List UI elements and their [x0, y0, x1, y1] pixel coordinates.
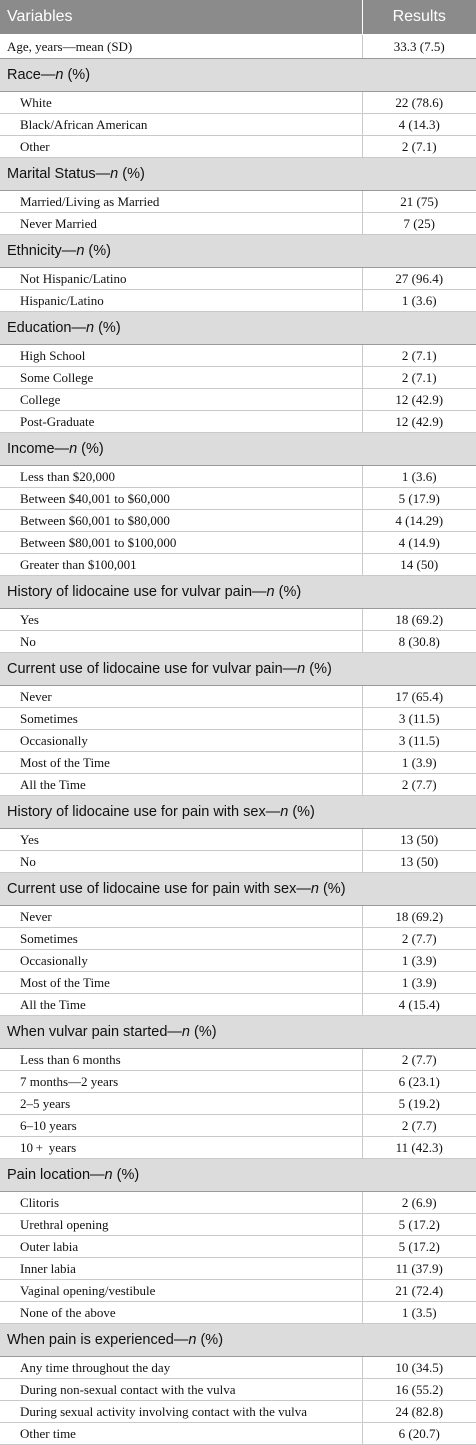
row-value: 4 (15.4) — [362, 994, 476, 1016]
row-value: 14 (50) — [362, 554, 476, 576]
row-value: 13 (50) — [362, 851, 476, 873]
section-title-n: n — [188, 1332, 197, 1348]
section-header-row — [0, 433, 476, 466]
header-row — [0, 0, 476, 35]
row-label: No — [0, 631, 362, 653]
row-value: 18 (69.2) — [362, 609, 476, 631]
section-title — [0, 433, 476, 466]
row-label: High School — [0, 345, 362, 367]
table-row — [0, 708, 476, 730]
section-title-suffix: (%) — [274, 584, 302, 600]
section-title-suffix: (%) — [112, 1167, 140, 1183]
table-row — [0, 92, 476, 114]
section-title-n: n — [181, 1024, 190, 1040]
table-row — [0, 191, 476, 213]
row-label: All the Time — [0, 994, 362, 1016]
row-value: 1 (3.9) — [362, 972, 476, 994]
table-row — [0, 686, 476, 708]
section-title-n: n — [280, 804, 289, 820]
row-value: 11 (37.9) — [362, 1258, 476, 1280]
row-label: Never — [0, 686, 362, 708]
table-row — [0, 532, 476, 554]
table-row — [0, 631, 476, 653]
section-title-n: n — [69, 441, 78, 457]
table-row — [0, 1258, 476, 1280]
row-value: 4 (14.29) — [362, 510, 476, 532]
row-value: 3 (11.5) — [362, 730, 476, 752]
table-row — [0, 1401, 476, 1423]
table-row — [0, 345, 476, 367]
section-header-row — [0, 158, 476, 191]
row-label: Any time throughout the day — [0, 1357, 362, 1379]
section-title-n: n — [297, 661, 306, 677]
section-title-suffix: (%) — [94, 320, 121, 336]
row-value: 2 (6.9) — [362, 1192, 476, 1214]
row-value: 7 (25) — [362, 213, 476, 235]
table-row — [0, 290, 476, 312]
row-value: 11 (42.3) — [362, 1137, 476, 1159]
section-title-suffix: (%) — [84, 243, 111, 259]
row-value: 3 (11.5) — [362, 708, 476, 730]
section-title-text: Current use of lidocaine use for pain with sex— — [7, 881, 311, 897]
table-row — [0, 1192, 476, 1214]
row-value: 1 (3.5) — [362, 1302, 476, 1324]
row-value: 2 (7.1) — [362, 345, 476, 367]
row-label: Yes — [0, 609, 362, 631]
section-header-row — [0, 312, 476, 345]
section-title-suffix: (%) — [63, 67, 91, 83]
table-row — [0, 1115, 476, 1137]
row-label: Between $80,001 to $100,000 — [0, 532, 362, 554]
row-label: All the Time — [0, 774, 362, 796]
age-label: Age, years—mean (SD) — [0, 35, 362, 59]
section-title-text: Current use of lidocaine use for vulvar pain— — [7, 661, 298, 677]
row-value: 5 (17.2) — [362, 1214, 476, 1236]
table-row — [0, 1137, 476, 1159]
section-title-text: Pain location— — [7, 1167, 105, 1183]
section-title-text: Income— — [7, 441, 70, 457]
row-label: Other time — [0, 1423, 362, 1445]
table-row — [0, 1049, 476, 1071]
row-label: Most of the Time — [0, 752, 362, 774]
header-variables: Variables — [0, 0, 362, 35]
table-row — [0, 466, 476, 488]
section-title — [0, 158, 476, 191]
row-value: 1 (3.9) — [362, 752, 476, 774]
row-label: 7 months—2 years — [0, 1071, 362, 1093]
section-title-text: History of lidocaine use for pain with sex— — [7, 804, 281, 820]
row-value: 5 (17.9) — [362, 488, 476, 510]
header-results: Results — [362, 0, 476, 35]
table-row — [0, 367, 476, 389]
row-label: Black/African American — [0, 114, 362, 136]
table-row — [0, 1071, 476, 1093]
table-row — [0, 1379, 476, 1401]
table-row — [0, 268, 476, 290]
table-row — [0, 1093, 476, 1115]
table-row — [0, 488, 476, 510]
row-label: Yes — [0, 829, 362, 851]
section-header-row — [0, 576, 476, 609]
table-row — [0, 1423, 476, 1445]
row-label: Clitoris — [0, 1192, 362, 1214]
table-row — [0, 994, 476, 1016]
table-row — [0, 906, 476, 928]
row-label: College — [0, 389, 362, 411]
section-title-suffix: (%) — [189, 1024, 217, 1040]
row-value: 16 (55.2) — [362, 1379, 476, 1401]
row-label: Less than 6 months — [0, 1049, 362, 1071]
row-label: White — [0, 92, 362, 114]
row-value: 4 (14.9) — [362, 532, 476, 554]
table-row — [0, 851, 476, 873]
row-label: 6–10 years — [0, 1115, 362, 1137]
section-header-row — [0, 1016, 476, 1049]
table-row — [0, 1214, 476, 1236]
row-value: 2 (7.7) — [362, 774, 476, 796]
table-row — [0, 1302, 476, 1324]
table-row — [0, 136, 476, 158]
section-title-n: n — [104, 1167, 113, 1183]
table-row — [0, 752, 476, 774]
section-title — [0, 59, 476, 92]
table-row — [0, 411, 476, 433]
section-title-text: Race— — [7, 67, 56, 83]
section-title-n: n — [310, 881, 319, 897]
row-label: Post-Graduate — [0, 411, 362, 433]
row-label: Greater than $100,001 — [0, 554, 362, 576]
section-title — [0, 312, 476, 345]
row-label: Occasionally — [0, 950, 362, 972]
section-header-row — [0, 796, 476, 829]
section-title — [0, 796, 476, 829]
row-value: 1 (3.6) — [362, 466, 476, 488]
table-row — [0, 950, 476, 972]
row-label: 10 + years — [0, 1137, 362, 1159]
row-value: 10 (34.5) — [362, 1357, 476, 1379]
section-header-row — [0, 653, 476, 686]
row-label: Never — [0, 906, 362, 928]
section-header-row — [0, 59, 476, 92]
row-value: 1 (3.6) — [362, 290, 476, 312]
section-title-text: Marital Status— — [7, 166, 111, 182]
row-value: 12 (42.9) — [362, 389, 476, 411]
section-title-suffix: (%) — [288, 804, 315, 820]
row-value: 22 (78.6) — [362, 92, 476, 114]
row-label: Sometimes — [0, 708, 362, 730]
row-label: Hispanic/Latino — [0, 290, 362, 312]
table-row — [0, 1357, 476, 1379]
row-label: Sometimes — [0, 928, 362, 950]
row-value: 5 (17.2) — [362, 1236, 476, 1258]
section-title — [0, 653, 476, 686]
row-value: 4 (14.3) — [362, 114, 476, 136]
table-row — [0, 389, 476, 411]
section-title — [0, 1324, 476, 1357]
row-value: 2 (7.1) — [362, 367, 476, 389]
row-value: 21 (72.4) — [362, 1280, 476, 1302]
row-label: Less than $20,000 — [0, 466, 362, 488]
section-title-suffix: (%) — [77, 441, 104, 457]
age-value: 33.3 (7.5) — [362, 35, 476, 59]
section-title — [0, 235, 476, 268]
row-label: Some College — [0, 367, 362, 389]
row-label: 2–5 years — [0, 1093, 362, 1115]
table-row — [0, 1236, 476, 1258]
row-value: 18 (69.2) — [362, 906, 476, 928]
row-value: 6 (20.7) — [362, 1423, 476, 1445]
row-value: 2 (7.1) — [362, 136, 476, 158]
row-label: Urethral opening — [0, 1214, 362, 1236]
section-title-suffix: (%) — [196, 1332, 224, 1348]
table-row — [0, 972, 476, 994]
row-value: 12 (42.9) — [362, 411, 476, 433]
row-value: 5 (19.2) — [362, 1093, 476, 1115]
section-title-n: n — [86, 320, 95, 336]
row-value: 24 (82.8) — [362, 1401, 476, 1423]
row-value: 6 (23.1) — [362, 1071, 476, 1093]
row-label: Married/Living as Married — [0, 191, 362, 213]
section-title-text: When vulvar pain started— — [7, 1024, 182, 1040]
row-value: 1 (3.9) — [362, 950, 476, 972]
table-row — [0, 114, 476, 136]
section-title-n: n — [76, 243, 85, 259]
table-row — [0, 554, 476, 576]
row-value: 27 (96.4) — [362, 268, 476, 290]
section-title-suffix: (%) — [318, 881, 346, 897]
section-title — [0, 1159, 476, 1192]
row-label: Other — [0, 136, 362, 158]
section-header-row — [0, 1324, 476, 1357]
row-value: 2 (7.7) — [362, 928, 476, 950]
row-label: Not Hispanic/Latino — [0, 268, 362, 290]
section-header-row — [0, 235, 476, 268]
row-label: During non-sexual contact with the vulva — [0, 1379, 362, 1401]
section-title-n: n — [266, 584, 275, 600]
section-title-suffix: (%) — [305, 661, 332, 677]
table-row — [0, 213, 476, 235]
row-label: Never Married — [0, 213, 362, 235]
table-row — [0, 730, 476, 752]
section-header-row — [0, 873, 476, 906]
row-value: 13 (50) — [362, 829, 476, 851]
table-row — [0, 1280, 476, 1302]
row-label: Between $60,001 to $80,000 — [0, 510, 362, 532]
table-row — [0, 609, 476, 631]
section-title — [0, 873, 476, 906]
section-title — [0, 576, 476, 609]
section-title-text: History of lidocaine use for vulvar pain— — [7, 584, 267, 600]
row-label: Outer labia — [0, 1236, 362, 1258]
age-row — [0, 35, 476, 59]
section-title — [0, 1016, 476, 1049]
row-value: 2 (7.7) — [362, 1049, 476, 1071]
table-row — [0, 510, 476, 532]
table-row — [0, 774, 476, 796]
section-title-text: Education— — [7, 320, 86, 336]
row-label: Vaginal opening/vestibule — [0, 1280, 362, 1302]
row-value: 2 (7.7) — [362, 1115, 476, 1137]
row-label: Most of the Time — [0, 972, 362, 994]
table-row — [0, 829, 476, 851]
row-label: Occasionally — [0, 730, 362, 752]
row-value: 21 (75) — [362, 191, 476, 213]
row-label: During sexual activity involving contact with the vulva — [0, 1401, 362, 1423]
table-row — [0, 928, 476, 950]
row-label: No — [0, 851, 362, 873]
section-title-n: n — [110, 166, 119, 182]
section-title-suffix: (%) — [118, 166, 145, 182]
section-title-text: When pain is experienced— — [7, 1332, 189, 1348]
section-header-row — [0, 1159, 476, 1192]
row-value: 8 (30.8) — [362, 631, 476, 653]
row-label: Inner labia — [0, 1258, 362, 1280]
section-title-text: Ethnicity— — [7, 243, 77, 259]
row-label: None of the above — [0, 1302, 362, 1324]
row-label: Between $40,001 to $60,000 — [0, 488, 362, 510]
row-value: 17 (65.4) — [362, 686, 476, 708]
section-title-n: n — [55, 67, 64, 83]
